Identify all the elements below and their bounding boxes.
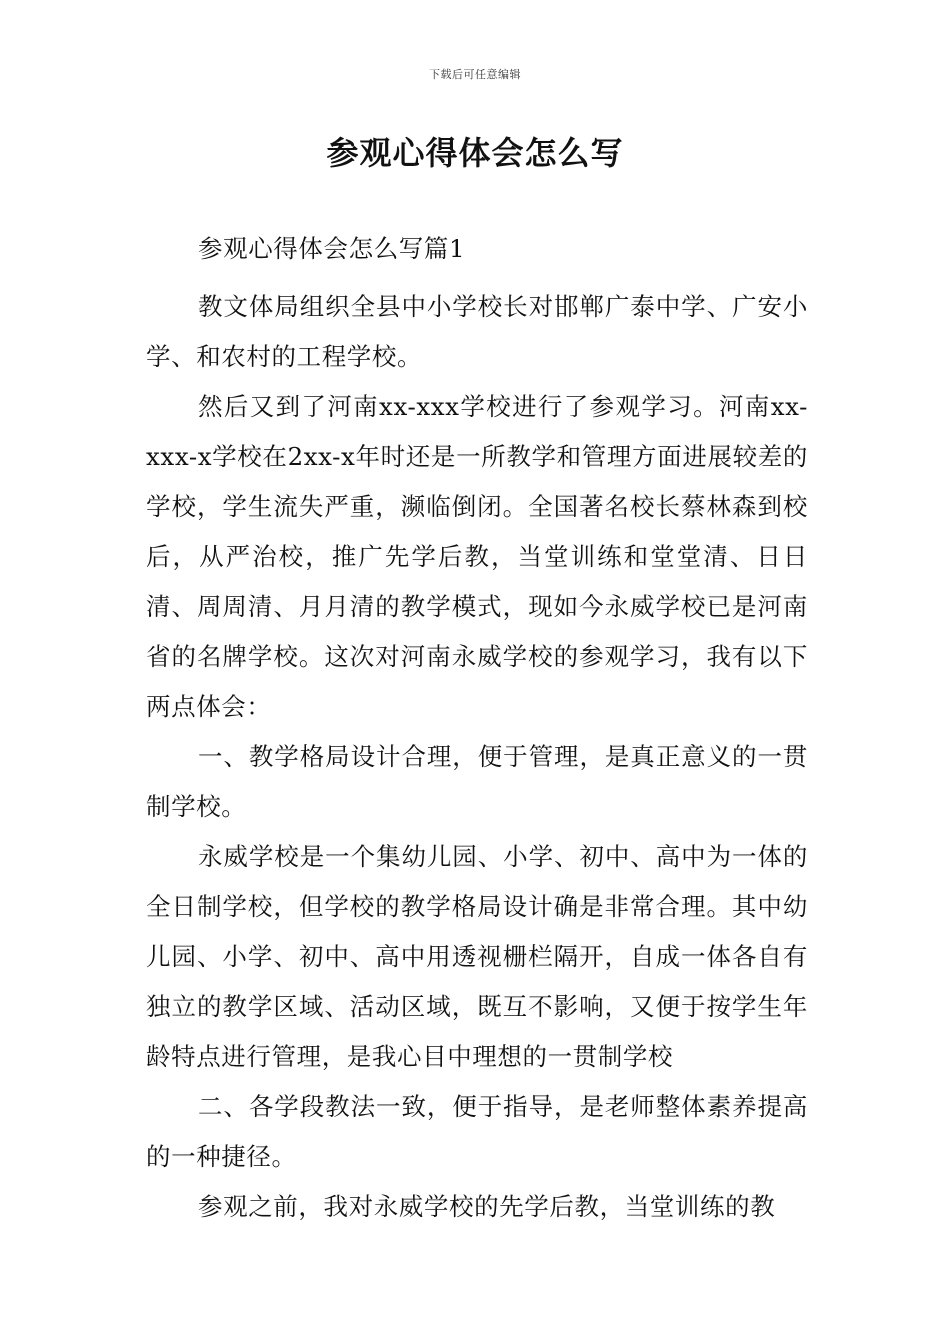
section-heading: 参观心得体会怎么写篇1 (198, 234, 466, 263)
header-note: 下载后可任意编辑 (429, 68, 521, 81)
paragraph: 然后又到了河南xx-xxx学校进行了参观学习。河南xx-xxx-x学校在2xx-x年时还是一所教学和管理方面进展较差的学校，学生流失严重，濒临倒闭。全国著名校长蔡林森到校后，从严治校，推广先学后教，当堂训练和堂堂清、日日清、周周清、月月清的教学模式，现如今永威学校已是河南省的名牌学校。这次对河南永威学校的参观学习，我有以下两点体会： (146, 392, 808, 721)
document-title: 参观心得体会怎么写 (326, 134, 624, 172)
document-body (146, 224, 808, 1232)
paragraph: 永威学校是一个集幼儿园、小学、初中、高中为一体的全日制学校，但学校的教学格局设计确是非常合理。其中幼儿园、小学、初中、高中用透视栅栏隔开，自成一体各自有独立的教学区域、活动区域，既互不影响，又便于按学生年龄特点进行管理，是我心目中理想的一贯制学校 (146, 842, 808, 1071)
paragraph: 参观之前，我对永威学校的先学后教，当堂训练的教 (198, 1192, 776, 1221)
paragraph: 一、教学格局设计合理，便于管理，是真正意义的一贯制学校。 (146, 742, 808, 821)
paragraph: 二、各学段教法一致，便于指导，是老师整体素养提高的一种捷径。 (146, 1092, 808, 1171)
paragraph: 教文体局组织全县中小学校长对邯郸广泰中学、广安小学、和农村的工程学校。 (146, 292, 808, 371)
